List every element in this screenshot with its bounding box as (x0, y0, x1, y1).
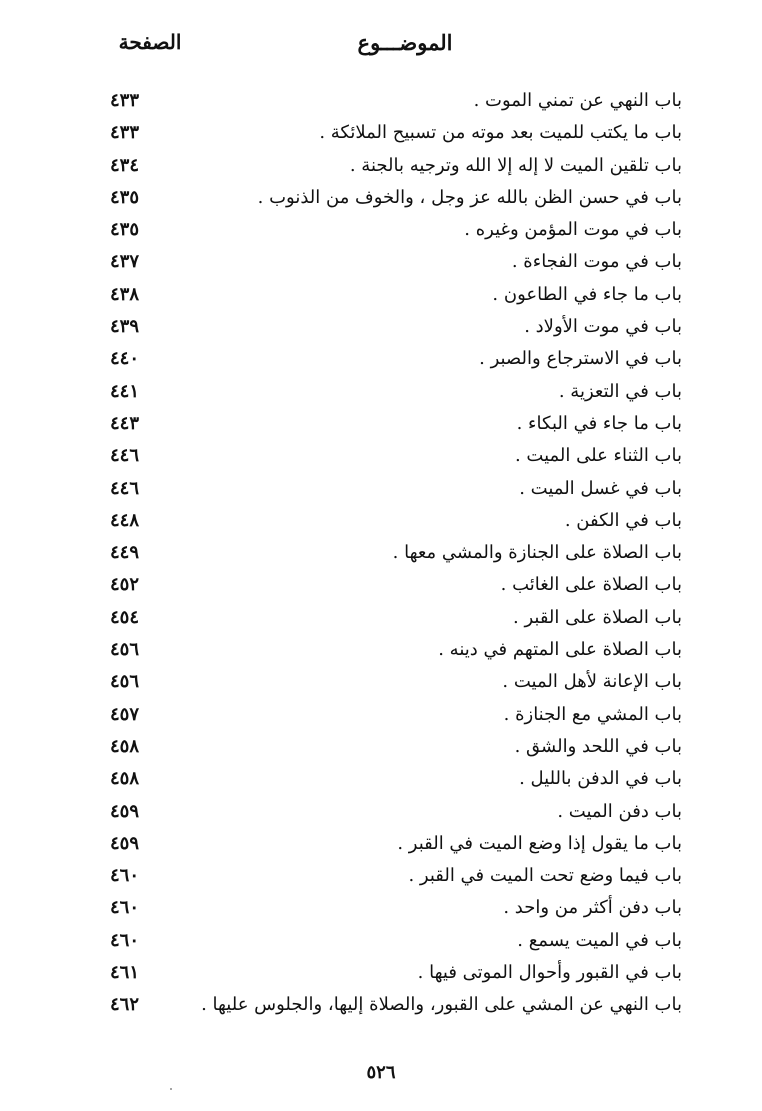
toc-entry-page: ٤٥٦ (110, 671, 140, 693)
toc-entry (0, 377, 762, 409)
page-column-heading: الصفحة (118, 30, 182, 54)
page-number-footer: ٥٢٦ (366, 1062, 396, 1083)
toc-entry-title: باب في غسل الميت . (519, 477, 682, 499)
toc-entry (0, 183, 762, 215)
toc-entry (0, 603, 762, 635)
topic-column-heading: الموضـــوع (357, 30, 453, 55)
toc-entry-page: ٤٥٤ (110, 606, 140, 628)
toc-entry-title: باب الصلاة على الجنازة والمشي معها . (392, 542, 682, 564)
toc-entry (0, 861, 762, 893)
toc-entry-page: ٤٥٨ (110, 735, 140, 757)
toc-entry (0, 797, 762, 829)
toc-entry-title: باب دفن أكثر من واحد . (503, 897, 682, 919)
toc-entry-page: ٤٤٩ (110, 542, 140, 564)
toc-entry-page: ٤٤٦ (110, 445, 140, 467)
toc-entry-title: باب في موت الفجاءة . (511, 251, 682, 273)
toc-entry (0, 667, 762, 699)
toc-entry-page: ٤٥٦ (110, 639, 140, 661)
toc-entry-title: باب ما جاء في البكاء . (516, 412, 682, 434)
toc-entry-title: باب ما جاء في الطاعون . (492, 283, 682, 305)
toc-entry-page: ٤٣٨ (110, 283, 140, 305)
toc-entry (0, 764, 762, 796)
toc-entry-page: ٤٦٠ (110, 865, 140, 887)
toc-entry (0, 570, 762, 602)
toc-entry-page: ٤٣٥ (110, 186, 140, 208)
toc-entry (0, 118, 762, 150)
toc-entry-title: باب في القبور وأحوال الموتى فيها . (417, 962, 682, 984)
toc-entry-title: باب في التعزية . (558, 380, 682, 402)
toc-entry (0, 732, 762, 764)
toc-entry-page: ٤٤٦ (110, 477, 140, 499)
toc-entry-title: باب الصلاة على الغائب . (500, 574, 682, 596)
toc-entry-page: ٤٦٢ (110, 994, 140, 1016)
toc-entry-title: باب في اللحد والشق . (514, 735, 682, 757)
toc-entry-page: ٤٣٥ (110, 219, 140, 241)
toc-entry-title: باب الصلاة على القبر . (513, 606, 682, 628)
toc-entry-title: باب تلقين الميت لا إله إلا الله وترجيه بالجنة . (349, 154, 682, 176)
toc-entry (0, 700, 762, 732)
toc-entry (0, 86, 762, 118)
toc-entry (0, 312, 762, 344)
toc-entry (0, 215, 762, 247)
toc-entry-page: ٤٥٩ (110, 800, 140, 822)
toc-entry-title: باب دفن الميت . (557, 800, 682, 822)
toc-entry (0, 247, 762, 279)
toc-entry-page: ٤٤٠ (110, 348, 140, 370)
toc-entry (0, 474, 762, 506)
toc-entry-title: باب الإعانة لأهل الميت . (502, 671, 682, 693)
toc-entry-page: ٤٦٠ (110, 897, 140, 919)
toc-entry-title: باب في الدفن بالليل . (519, 768, 682, 790)
toc-header (0, 30, 762, 62)
toc-entry-page: ٤٥٩ (110, 832, 140, 854)
toc-entry-page: ٤٥٢ (110, 574, 140, 596)
toc-entry-title: باب المشي مع الجنازة . (503, 703, 682, 725)
toc-entry-page: ٤٣٣ (110, 90, 140, 111)
toc-entry-title: باب ما يكتب للميت بعد موته من تسبيح الملائكة . (319, 122, 682, 144)
toc-entry (0, 635, 762, 667)
toc-entry-page: ٤٥٧ (110, 703, 140, 725)
toc-entry-title: باب في موت الأولاد . (524, 316, 682, 338)
toc-entry-page: ٤٦٠ (110, 929, 140, 951)
toc-entry (0, 538, 762, 570)
toc-entry-page: ٤٣٩ (110, 316, 140, 338)
toc-entry-title: باب في الاسترجاع والصبر . (479, 348, 682, 370)
toc-entry-page: ٤٣٣ (110, 122, 140, 144)
toc-entry-page: ٤٦١ (110, 962, 140, 984)
toc-entry-page: ٤٣٧ (110, 251, 140, 273)
toc-entry-title: باب النهي عن تمني الموت . (473, 90, 682, 111)
toc-entry (0, 990, 762, 1022)
toc-entry-title: باب ما يقول إذا وضع الميت في القبر . (397, 832, 682, 854)
toc-entry-title: باب في حسن الظن بالله عز وجل ، والخوف من الذنوب . (257, 186, 682, 208)
toc-entry (0, 151, 762, 183)
toc-entry (0, 893, 762, 925)
toc-entry-title: باب في موت المؤمن وغيره . (464, 219, 682, 241)
toc-entry (0, 344, 762, 376)
toc-list (0, 86, 762, 1023)
toc-entry-title: باب في الكفن . (564, 509, 682, 531)
toc-entry-page: ٤٥٨ (110, 768, 140, 790)
toc-entry-title: باب الثناء على الميت . (514, 445, 682, 467)
toc-entry (0, 926, 762, 958)
toc-entry (0, 829, 762, 861)
toc-entry-title: باب في الميت يسمع . (517, 929, 682, 951)
toc-entry-page: ٤٤٨ (110, 509, 140, 531)
toc-entry-page: ٤٤٣ (110, 412, 140, 434)
toc-entry (0, 441, 762, 473)
toc-entry (0, 409, 762, 441)
scan-speck (170, 1088, 172, 1090)
toc-entry (0, 506, 762, 538)
toc-entry (0, 280, 762, 312)
toc-entry-title: باب الصلاة على المتهم في دينه . (438, 639, 682, 661)
toc-entry-page: ٤٤١ (110, 380, 140, 402)
toc-entry-page: ٤٣٤ (110, 154, 140, 176)
toc-entry (0, 958, 762, 990)
toc-entry-title: باب فيما وضع تحت الميت في القبر . (408, 865, 682, 887)
toc-entry-title: باب النهي عن المشي على القبور، والصلاة إليها، والجلوس عليها . (201, 994, 682, 1016)
